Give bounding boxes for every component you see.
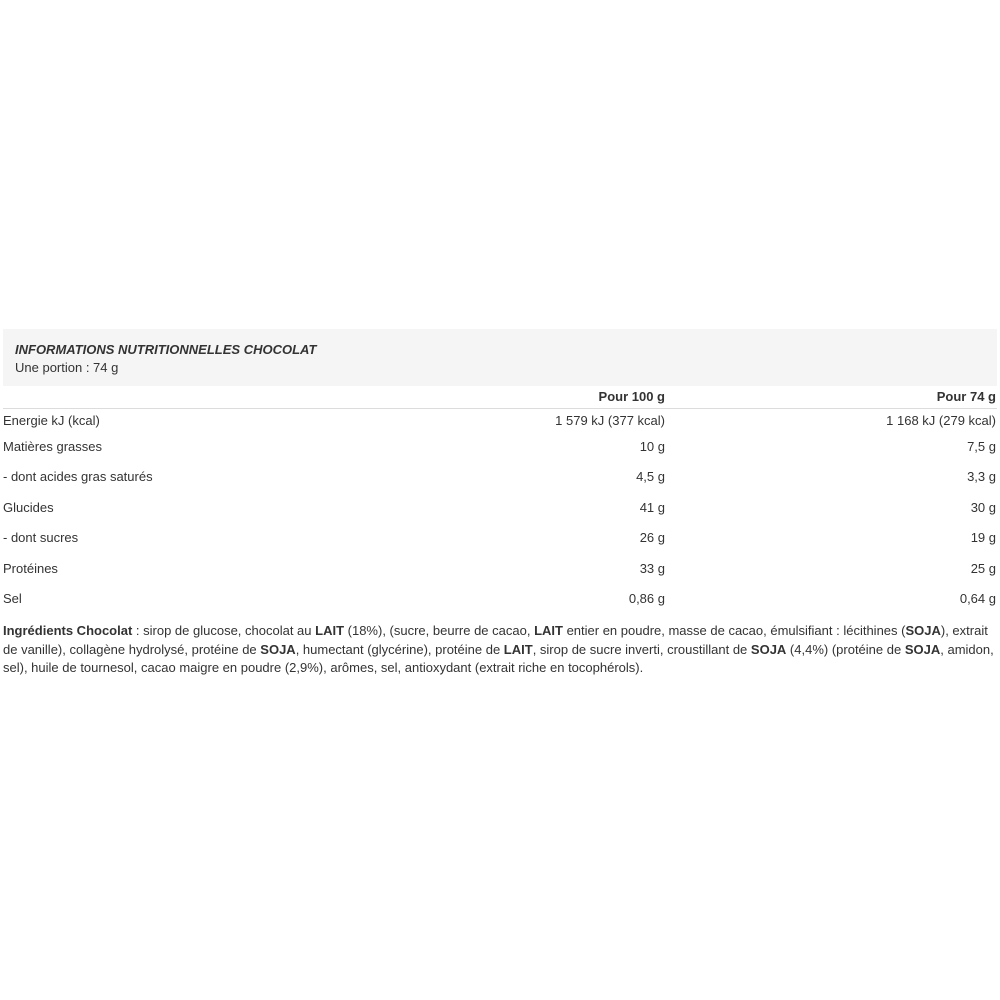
ingredient-emphasis: LAIT xyxy=(534,623,563,638)
ingredients-text xyxy=(3,622,997,678)
nutrient-label: Energie kJ (kcal) xyxy=(3,413,100,428)
column-headers xyxy=(3,386,997,409)
table-row xyxy=(3,439,997,457)
nutrition-title: INFORMATIONS NUTRITIONNELLES CHOCOLAT xyxy=(15,342,317,357)
value-per-portion: 1 168 kJ (279 kcal) xyxy=(886,413,996,428)
nutrient-label: - dont sucres xyxy=(3,530,79,545)
table-row xyxy=(3,500,997,518)
table-row xyxy=(3,469,997,487)
value-per-portion: 7,5 g xyxy=(967,439,996,454)
nutrition-panel xyxy=(3,329,997,619)
portion-size: Une portion : 74 g xyxy=(15,360,119,375)
value-per-portion: 30 g xyxy=(970,500,996,515)
ingredient-emphasis: SOJA xyxy=(750,641,787,657)
ingredient-text: ), extrait de vanille), collagène hydrolysé, protéine de xyxy=(3,623,988,657)
ingredient-emphasis: Ingrédients Chocolat xyxy=(3,623,133,638)
ingredient-text: (4,4%) (protéine de xyxy=(786,641,905,657)
ingredient-emphasis: LAIT xyxy=(503,641,533,657)
value-per-portion: 3,3 g xyxy=(967,469,996,484)
table-row xyxy=(3,413,997,431)
ingredient-text: , sirop de sucre inverti, croustillant de xyxy=(532,641,751,657)
table-row xyxy=(3,561,997,579)
column-header-per-100g: Pour 100 g xyxy=(598,389,665,404)
value-per-100g: 4,5 g xyxy=(636,469,665,484)
value-per-100g: 10 g xyxy=(639,439,665,454)
table-row xyxy=(3,591,997,609)
ingredient-emphasis: LAIT xyxy=(315,623,345,638)
ingredient-emphasis: SOJA xyxy=(904,641,941,657)
value-per-100g: 0,86 g xyxy=(628,591,665,606)
nutrient-label: Protéines xyxy=(3,561,58,576)
nutrient-label: Sel xyxy=(3,591,22,606)
nutrition-table xyxy=(3,409,997,619)
ingredient-text: entier en poudre, masse de cacao, émulsifiant : lécithines ( xyxy=(562,623,906,638)
nutrient-label: Glucides xyxy=(3,500,54,515)
value-per-100g: 33 g xyxy=(639,561,665,576)
ingredient-text: , humectant (glycérine), protéine de xyxy=(295,641,504,657)
ingredient-text: : sirop de glucose, chocolat au xyxy=(132,623,316,638)
table-row xyxy=(3,530,997,548)
ingredient-text: (18%), (sucre, beurre de cacao, xyxy=(344,623,535,638)
value-per-portion: 19 g xyxy=(970,530,996,545)
value-per-100g: 41 g xyxy=(639,500,665,515)
value-per-100g: 1 579 kJ (377 kcal) xyxy=(555,413,665,428)
ingredient-emphasis: SOJA xyxy=(905,623,941,638)
value-per-100g: 26 g xyxy=(639,530,665,545)
ingredient-text: , amidon, sel), huile de tournesol, cacao maigre en poudre (2,9%), arômes, sel, antioxydant (extrait riche en tocophérols). xyxy=(3,641,994,675)
nutrition-header xyxy=(3,329,997,386)
value-per-portion: 0,64 g xyxy=(959,591,996,606)
nutrient-label: Matières grasses xyxy=(3,439,102,454)
column-header-per-portion: Pour 74 g xyxy=(936,389,996,404)
nutrient-label: - dont acides gras saturés xyxy=(3,469,153,484)
ingredient-emphasis: SOJA xyxy=(260,641,296,657)
value-per-portion: 25 g xyxy=(970,561,996,576)
